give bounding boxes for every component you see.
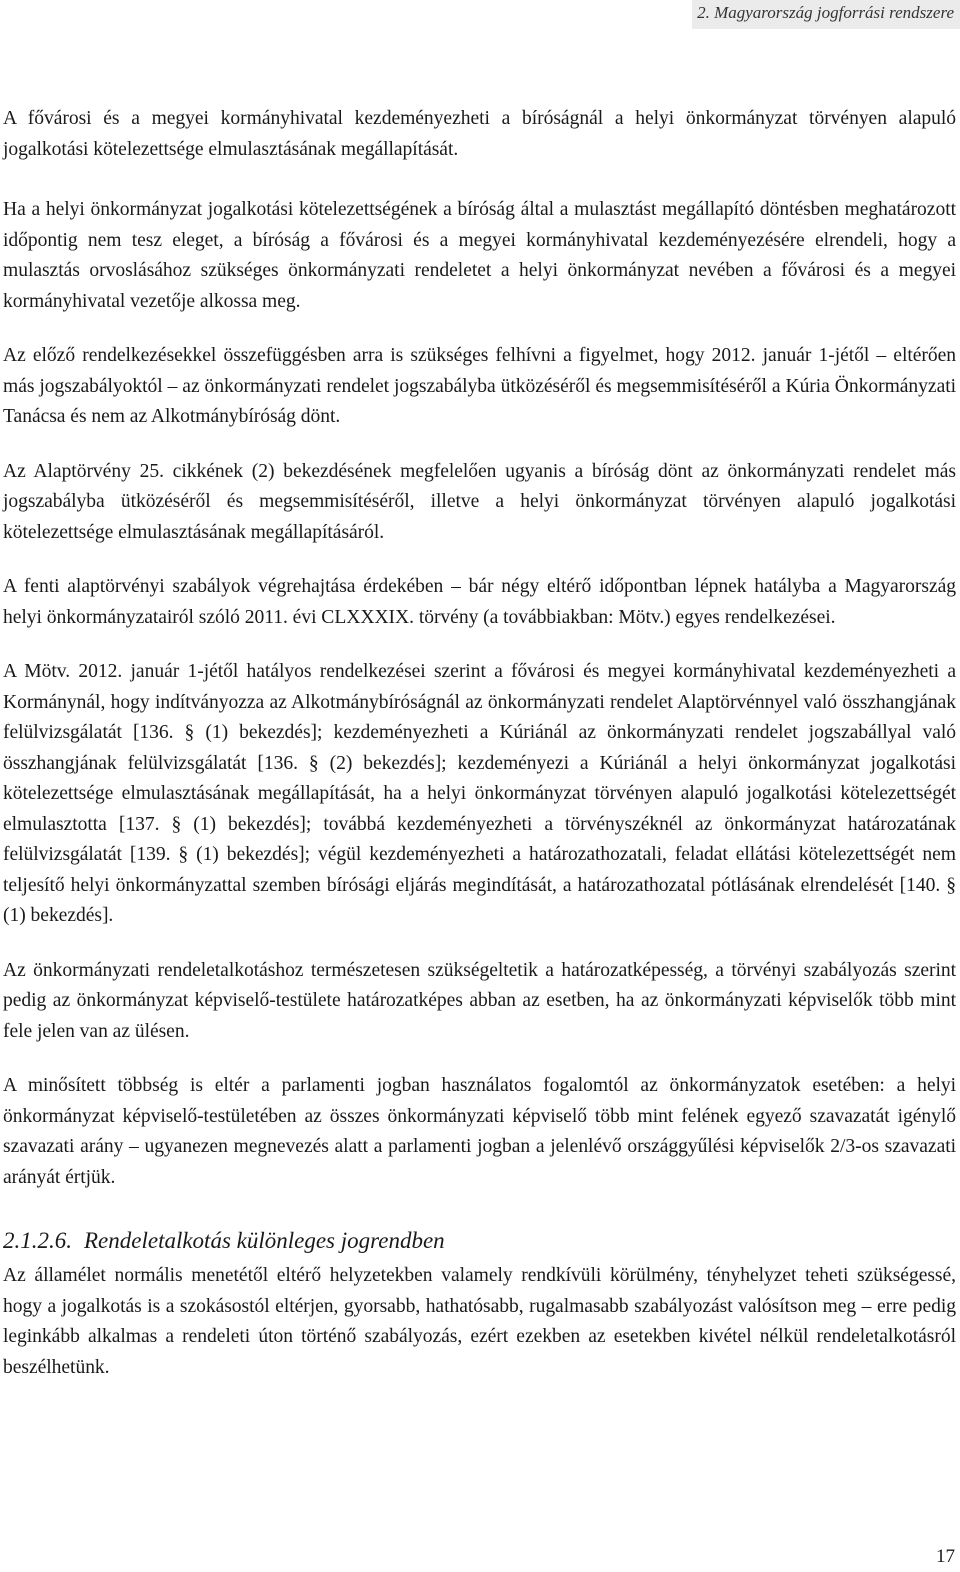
- paragraph: Az önkormányzati rendeletalkotáshoz természetesen szükségeltetik a határozatképesség, a törvényi szabályozás szerint pedig az önkormányzat képviselő-testülete határozatképes abban az esetben, ha az önkormányzati képviselők több mint fele jelen van az ülésen.: [3, 959, 956, 1042]
- paragraph: Az Alaptörvény 25. cikkének (2) bekezdésének megfelelően ugyanis a bíróság dönt az önkormányzati rendelet más jogszabályba ütközéséről és megsemmisítéséről, illetve a helyi önkormányzat törvényen alapuló jogalkotási kötelezettsége elmulasztásának megállapításáról.: [3, 460, 956, 543]
- page-body: [3, 104, 956, 1383]
- section-heading: [3, 1225, 956, 1257]
- paragraph: A fenti alaptörvényi szabályok végrehajtása érdekében – bár négy eltérő időpontban lépnek hatályba a Magyarország helyi önkormányzatairól szóló 2011. évi CLXXXIX. törvény (a továbbiakban: Mötv.) egyes rendelkezései.: [3, 576, 956, 628]
- section-number: 2.1.2.6.: [3, 1228, 72, 1253]
- paragraph: A fővárosi és a megyei kormányhivatal kezdeményezheti a bíróságnál a helyi önkormányzat törvényen alapuló jogalkotási kötelezettsége elmulasztásának megállapítását.: [3, 108, 956, 160]
- paragraph: A minősített többség is eltér a parlamenti jogban használatos fogalomtól az önkormányzatok esetében: a helyi önkormányzat képviselő-testületében az összes önkormányzati képviselő több mint felének egyező szavazatát igénylő szavazati arány – ugyanezen megnevezés alatt a parlamenti jogban a jelenlévő országgyűlési képviselők 2/3-os szavazati arányát értjük.: [3, 1075, 956, 1188]
- paragraph: Ha a helyi önkormányzat jogalkotási kötelezettségének a bíróság által a mulasztást megállapító döntésben meghatározott időpontig nem tesz eleget, a bíróság a fővárosi és a megyei kormányhivatal kezdeményezésére elrendeli, hogy a mulasztás orvoslásához szükséges önkormányzati rendeletet a helyi önkormányzat nevében a fővárosi és a megyei kormányhivatal vezetője alkossa meg.: [3, 199, 956, 312]
- paragraph: Az előző rendelkezésekkel összefüggésben arra is szükséges felhívni a figyelmet, hogy 2012. január 1-jétől – eltérően más jogszabályoktól – az önkormányzati rendelet jogszabályba ütközéséről és megsemmisítéséről a Kúria Önkormányzati Tanácsa és nem az Alkotmánybíróság dönt.: [3, 345, 956, 427]
- running-header: 2. Magyarország jogforrási rendszere: [692, 0, 960, 29]
- paragraph: Az államélet normális menetétől eltérő helyzetekben valamely rendkívüli körülmény, tényhelyzet teheti szükségessé, hogy a jogalkotás is a szokásostól eltérjen, gyorsabb, hathatósabb, rugalmasabb szabályozást valósítson meg – erre pedig leginkább alkalmas a rendeleti úton történő szabályozás, ezért ezekben az esetekben kivétel nélkül rendeletalkotásról beszélhetünk.: [3, 1265, 956, 1378]
- section-title: Rendeletalkotás különleges jogrendben: [84, 1228, 445, 1253]
- page-number: 17: [936, 1546, 955, 1567]
- paragraph: A Mötv. 2012. január 1-jétől hatályos rendelkezései szerint a fővárosi és megyei kormányhivatal kezdeményezheti a Kormánynál, hogy indítványozza az Alkotmánybíróságnál az önkormányzati rendelet Alaptörvénnyel való összhangjának felülvizsgálatát [136. § (1) bekezdés]; kezdeményezheti a Kúriánál az önkormányzati rendelet jogszabállyal való összhangjának felülvizsgálatát [136. § (2) bekezdés]; kezdeményezi a Kúriánál a helyi önkormányzat jogalkotási kötelezettsége elmulasztásának megállapítását, ha a helyi önkormányzat törvényen alapuló jogalkotási kötelezettségét elmulasztotta [137. § (1) bekezdés]; továbbá kezdeményezheti a törvényszéknél az önkormányzat határozatának felülvizsgálatát [139. § (1) bekezdés]; végül kezdeményezheti a határozathozatali, feladat ellátási kötelezettségét nem teljesítő helyi önkormányzattal szemben bírósági eljárás megindítását, a határozathozatal pótlásának elrendelését [140. § (1) bekezdés].: [3, 661, 956, 926]
